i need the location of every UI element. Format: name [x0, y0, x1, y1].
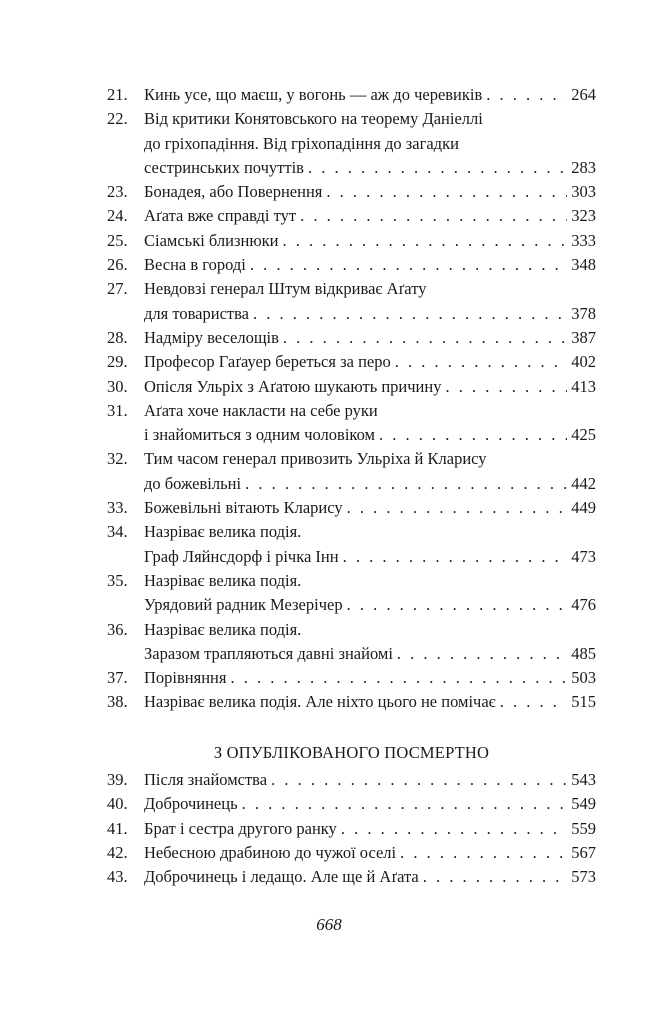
chapter-number: 27. [107, 279, 128, 299]
chapter-title-last-line [144, 768, 596, 792]
chapter-page-number: 473 [571, 546, 596, 566]
toc-entry [107, 399, 596, 448]
chapter-title-last-line [144, 253, 596, 277]
chapter-title [144, 399, 596, 448]
chapter-title-last-line [144, 204, 596, 228]
toc-entry [107, 83, 596, 107]
chapter-title-text: Назріває велика подія. Але ніхто цього не помічає [144, 692, 496, 712]
section-heading: З ОПУБЛІКОВАНОГО ПОСМЕРТНО [213, 743, 490, 762]
dot-leader [245, 472, 567, 496]
chapter-title [144, 569, 596, 618]
chapter-page-number: 425 [571, 425, 596, 445]
chapter-number: 41. [107, 818, 128, 838]
chapter-number: 22. [107, 109, 128, 129]
chapter-number: 37. [107, 668, 128, 688]
chapter-title [144, 792, 596, 816]
chapter-title-last-line [144, 593, 596, 617]
chapter-title-last-line [144, 690, 596, 714]
chapter-title-line: Невдовзі генерал Штум відкриває Аґату [144, 279, 427, 299]
chapter-number: 25. [107, 230, 128, 250]
chapter-title [144, 326, 596, 350]
chapter-title [144, 253, 596, 277]
toc-entry [107, 180, 596, 204]
toc-entry [107, 253, 596, 277]
chapter-title-text: Опісля Ульріх з Аґатою шукають причину [144, 376, 442, 396]
dot-leader [486, 83, 567, 107]
chapter-number: 31. [107, 400, 128, 420]
chapter-page-number: 515 [571, 692, 596, 712]
chapter-title-last-line [144, 817, 596, 841]
chapter-page-number: 348 [571, 255, 596, 275]
toc-entry [107, 520, 596, 569]
chapter-title-last-line [144, 423, 596, 447]
chapter-page-number: 303 [571, 182, 596, 202]
chapter-number: 24. [107, 206, 128, 226]
chapter-title-last-line [144, 841, 596, 865]
chapter-title-last-line [144, 229, 596, 253]
chapter-title [144, 768, 596, 792]
chapter-title-line: Від критики Конятовського на теорему Даніеллі [144, 109, 483, 129]
chapter-number: 33. [107, 498, 128, 518]
chapter-title-last-line [144, 792, 596, 816]
chapter-number: 43. [107, 867, 128, 887]
chapter-page-number: 449 [571, 498, 596, 518]
chapter-title-last-line [144, 496, 596, 520]
dot-leader [445, 375, 567, 399]
toc-entry [107, 768, 596, 792]
chapter-title [144, 496, 596, 520]
chapter-title [144, 204, 596, 228]
dot-leader [500, 690, 568, 714]
chapter-title-last-line [144, 156, 596, 180]
chapter-number: 28. [107, 327, 128, 347]
chapter-title-line: Тим часом генерал привозить Ульріха й Кларису [144, 449, 487, 469]
dot-leader [230, 666, 567, 690]
toc-entry [107, 666, 596, 690]
chapter-title-last-line [144, 642, 596, 666]
toc-entry [107, 841, 596, 865]
chapter-page-number: 283 [571, 157, 596, 177]
chapter-title-text: Доброчинець і ледащо. Але ще й Аґата [144, 867, 419, 887]
dot-leader [308, 156, 567, 180]
chapter-page-number: 549 [571, 794, 596, 814]
chapter-title-text: сестринських почуттів [144, 157, 304, 177]
chapter-page-number: 442 [571, 473, 596, 493]
dot-leader [300, 204, 567, 228]
chapter-title-text: Після знайомства [144, 770, 268, 789]
chapter-number: 38. [107, 692, 128, 712]
chapter-title [144, 107, 596, 180]
dot-leader [341, 817, 567, 841]
chapter-title-text: для товариства [144, 303, 249, 323]
chapter-title-text: Порівняння [144, 668, 227, 688]
chapter-number: 39. [107, 770, 128, 789]
chapter-title-line: до гріхопадіння. Від гріхопадіння до загадки [144, 133, 459, 153]
chapter-title-last-line [144, 83, 596, 107]
chapter-number: 32. [107, 449, 128, 469]
toc-entry [107, 229, 596, 253]
dot-leader [271, 768, 567, 792]
dot-leader [395, 350, 568, 374]
chapter-title-text: Надміру веселощів [144, 327, 279, 347]
chapter-title [144, 180, 596, 204]
chapter-title-text: Кинь усе, що маєш, у вогонь — аж до черевиків [144, 85, 483, 104]
chapter-page-number: 543 [571, 770, 596, 789]
chapter-title [144, 690, 596, 714]
dot-leader [326, 180, 567, 204]
chapter-title-text: Граф Ляйнсдорф і річка Інн [144, 546, 339, 566]
chapter-title-text: Заразом трапляються давні знайомі [144, 643, 393, 663]
dot-leader [397, 642, 567, 666]
toc-entry [107, 326, 596, 350]
chapter-number: 21. [107, 85, 128, 104]
chapter-number: 35. [107, 570, 128, 590]
page-number: 668 [316, 915, 342, 934]
chapter-title-text: Брат і сестра другого ранку [144, 818, 337, 838]
chapter-number: 26. [107, 255, 128, 275]
chapter-title-last-line [144, 545, 596, 569]
dot-leader [347, 496, 568, 520]
dot-leader [283, 326, 567, 350]
chapter-number: 29. [107, 352, 128, 372]
toc-entry [107, 277, 596, 326]
chapter-title-last-line [144, 865, 596, 889]
chapter-page-number: 264 [571, 85, 596, 104]
chapter-page-number: 333 [571, 230, 596, 250]
chapter-title-text: Весна в городі [144, 255, 246, 275]
chapter-title-last-line [144, 302, 596, 326]
chapter-title-text: Урядовий радник Мезерічер [144, 595, 343, 615]
dot-leader [423, 865, 567, 889]
chapter-title-last-line [144, 350, 596, 374]
chapter-title-text: до божевільні [144, 473, 242, 493]
dot-leader [347, 593, 568, 617]
toc-entry [107, 350, 596, 374]
toc-entry [107, 690, 596, 714]
chapter-title-last-line [144, 472, 596, 496]
chapter-title [144, 666, 596, 690]
chapter-number: 23. [107, 182, 128, 202]
chapter-number: 40. [107, 794, 128, 814]
chapter-title [144, 841, 596, 865]
chapter-title-text: Аґата вже справді тут [144, 206, 297, 226]
chapter-title-line: Назріває велика подія. [144, 619, 302, 639]
toc-entry [107, 618, 596, 667]
toc-entry [107, 375, 596, 399]
dot-leader [253, 302, 567, 326]
chapter-title-last-line [144, 375, 596, 399]
chapter-number: 34. [107, 522, 128, 542]
chapter-title [144, 350, 596, 374]
dot-leader [379, 423, 567, 447]
chapter-page-number: 413 [571, 376, 596, 396]
chapter-page-number: 476 [571, 595, 596, 615]
chapter-title [144, 865, 596, 889]
toc-entry [107, 569, 596, 618]
toc-entry [107, 447, 596, 496]
chapter-title [144, 83, 596, 107]
toc-entry [107, 817, 596, 841]
chapter-number: 36. [107, 619, 128, 639]
chapter-title [144, 618, 596, 667]
toc-entry [107, 865, 596, 889]
chapter-title-text: Бонадея, або Повернення [144, 182, 323, 202]
dot-leader [400, 841, 567, 865]
table-of-contents-posthumous [107, 768, 596, 889]
chapter-page-number: 573 [571, 867, 596, 887]
dot-leader [283, 229, 568, 253]
chapter-title-last-line [144, 180, 596, 204]
chapter-title-line: Назріває велика подія. [144, 570, 302, 590]
chapter-title [144, 277, 596, 326]
chapter-title-last-line [144, 326, 596, 350]
toc-entry [107, 496, 596, 520]
chapter-page-number: 378 [571, 303, 596, 323]
dot-leader [242, 792, 568, 816]
chapter-page-number: 559 [571, 818, 596, 838]
chapter-title-text: Небесною драбиною до чужої оселі [144, 842, 397, 862]
chapter-title-last-line [144, 666, 596, 690]
chapter-page-number: 567 [571, 842, 596, 862]
chapter-title-text: Сіамські близнюки [144, 230, 279, 250]
chapter-title-text: Доброчинець [144, 794, 238, 814]
toc-entry [107, 107, 596, 180]
chapter-title-line: Аґата хоче накласти на себе руки [144, 400, 378, 420]
table-of-contents [107, 83, 596, 715]
chapter-page-number: 485 [571, 643, 596, 663]
chapter-title [144, 817, 596, 841]
chapter-title [144, 447, 596, 496]
chapter-title [144, 375, 596, 399]
chapter-title [144, 520, 596, 569]
chapter-title-text: і знайомиться з одним чоловіком [144, 425, 375, 445]
toc-entry [107, 792, 596, 816]
chapter-page-number: 387 [571, 327, 596, 347]
chapter-title [144, 229, 596, 253]
dot-leader [343, 545, 568, 569]
chapter-page-number: 503 [571, 668, 596, 688]
chapter-page-number: 402 [571, 352, 596, 372]
chapter-title-text: Божевільні вітають Кларису [144, 498, 343, 518]
dot-leader [250, 253, 567, 277]
chapter-title-line: Назріває велика подія. [144, 522, 302, 542]
chapter-page-number: 323 [571, 206, 596, 226]
chapter-title-text: Професор Гаґауер береться за перо [144, 352, 391, 372]
toc-entry [107, 204, 596, 228]
chapter-number: 42. [107, 842, 128, 862]
chapter-number: 30. [107, 376, 128, 396]
